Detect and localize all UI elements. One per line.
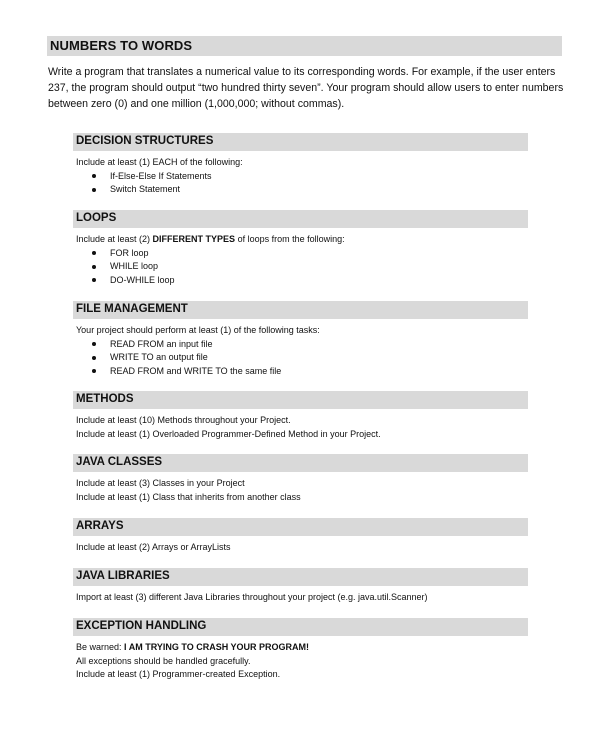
section-text: Include at least (3) Classes in your Project [76,478,245,488]
section-text: Include at least (1) Overloaded Programmer-Defined Method in your Project. [76,428,381,439]
section-text: Include at least (1) EACH of the following: [76,157,243,167]
section-title: METHODS [76,393,134,405]
section-file-management [73,301,528,378]
bullet-icon [92,174,96,178]
bullet-icon [92,369,96,373]
section-title: ARRAYS [76,520,124,532]
section-title: EXCEPTION HANDLING [76,620,207,632]
section-header [73,568,528,586]
section-text: Include at least (10) Methods throughout your Project. [76,415,291,425]
section-body [73,541,528,555]
list-item: Switch Statement [76,183,528,197]
section-title: JAVA LIBRARIES [76,570,170,582]
section-body [73,156,528,197]
section-text: Include at least (2) DIFFERENT TYPES of loops from the following: [76,234,345,244]
section-header [73,454,528,472]
list-item: WHILE loop [76,260,528,274]
section-body [73,641,528,682]
section-methods [73,391,528,441]
section-header [73,301,528,319]
section-body [73,414,528,441]
section-title: FILE MANAGEMENT [76,303,188,315]
section-loops [73,210,528,287]
section-text: Include at least (2) Arrays or ArrayLists [76,542,231,552]
section-text: Import at least (3) different Java Libraries throughout your project (e.g. java.util.Scanner) [76,592,428,602]
main-title-bar [47,36,562,56]
intro-paragraph: Write a program that translates a numerical value to its corresponding words. For example, if the user enters 237, the program should output “two hundred thirty seven”. Your program should allow users to enter numbers between zero (0) and one million (1,000,000; without commas). [48,66,564,110]
emphasis-text: I AM TRYING TO CRASH YOUR PROGRAM! [124,642,310,652]
section-decision-structures [73,133,528,197]
section-body [73,324,528,378]
section-header [73,618,528,636]
section-text: Your project should perform at least (1) of the following tasks: [76,325,320,335]
emphasis-text: DIFFERENT TYPES [152,234,236,244]
section-java-libraries [73,568,528,605]
bullet-list [76,338,528,379]
section-text: Include at least (1) Programmer-created Exception. [76,669,281,679]
section-java-classes [73,454,528,504]
section-text: All exceptions should be handled gracefully. [76,655,251,666]
bullet-icon [92,251,96,255]
section-body [73,477,528,504]
bullet-icon [92,342,96,346]
section-text: Include at least (1) Class that inherits from another class [76,491,301,502]
bullet-list [76,247,528,288]
section-header [73,518,528,536]
bullet-icon [92,278,96,282]
bullet-list [76,170,528,197]
section-header [73,391,528,409]
bullet-icon [92,356,96,360]
list-item: READ FROM and WRITE TO the same file [76,365,528,379]
page-title: NUMBERS TO WORDS [50,38,193,53]
section-body [73,591,528,605]
list-item: READ FROM an input file [76,338,528,352]
bullet-icon [92,188,96,192]
section-title: DECISION STRUCTURES [76,135,214,147]
section-title: JAVA CLASSES [76,456,163,468]
list-item: If-Else-Else If Statements [76,170,528,184]
list-item: FOR loop [76,247,528,261]
section-arrays [73,518,528,555]
list-item: DO-WHILE loop [76,274,528,288]
section-exception-handling [73,618,528,682]
section-header [73,133,528,151]
warning-text: Be warned: I AM TRYING TO CRASH YOUR PROGRAM! [76,642,310,652]
section-header [73,210,528,228]
section-title: LOOPS [76,212,117,224]
bullet-icon [92,265,96,269]
section-body [73,233,528,287]
list-item: WRITE TO an output file [76,351,528,365]
